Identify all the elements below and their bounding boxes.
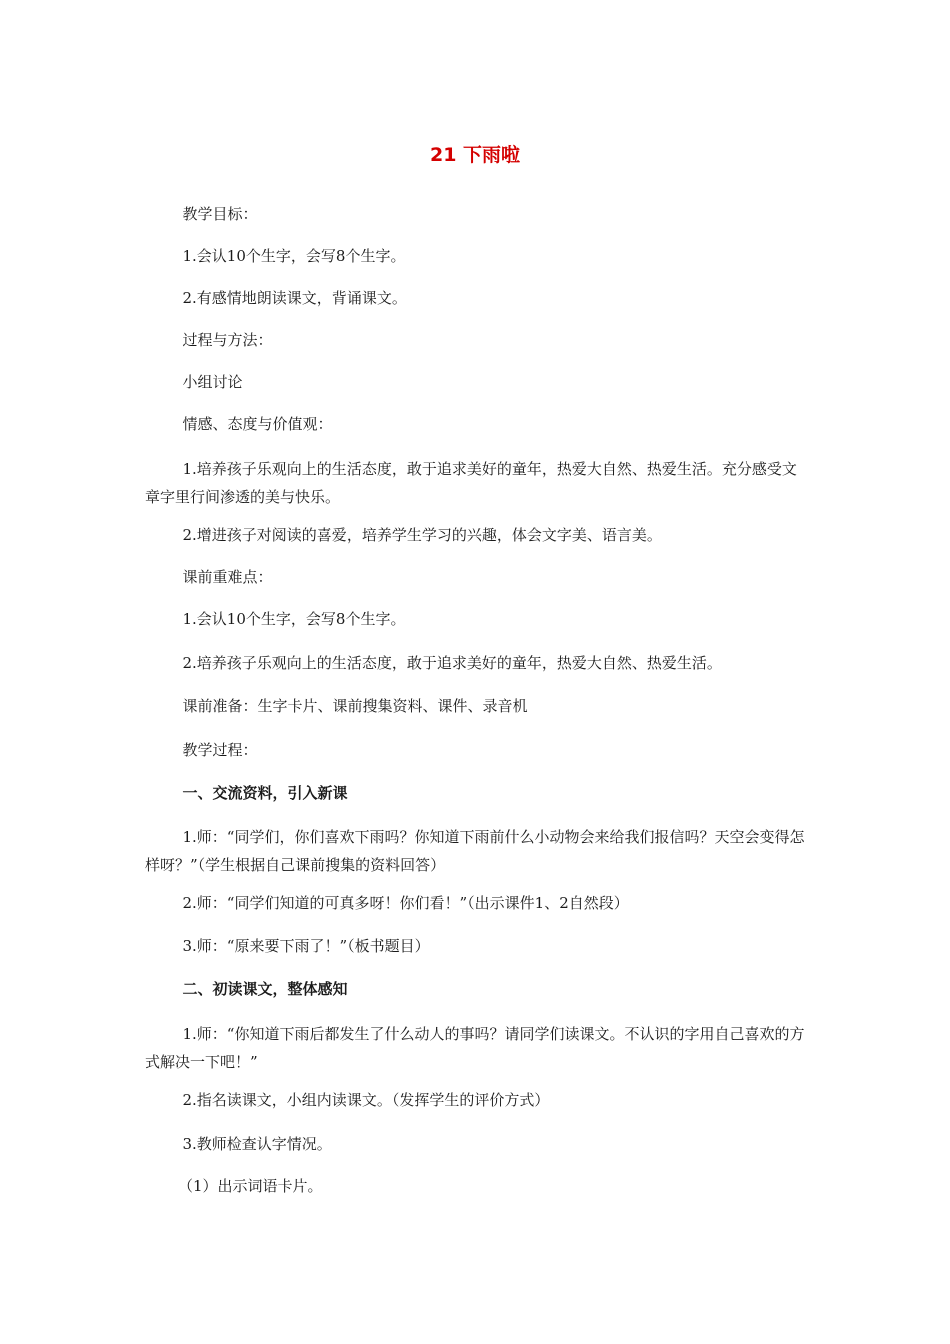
paragraph-step-1-2: 2.师：“同学们知道的可真多呀！你们看！”（出示课件1、2自然段） [182, 894, 629, 912]
paragraph-objective-1: 1.会认10个生字，会写8个生字。 [182, 247, 406, 265]
paragraph-preparation: 课前准备：生字卡片、课前搜集资料、课件、录音机 [182, 697, 528, 715]
document-title: 21 下雨啦 [429, 144, 521, 166]
section-heading-2: 二、初读课文，整体感知 [182, 980, 348, 998]
paragraph-step-2-1: 1.师：“你知道下雨后都发生了什么动人的事吗？请同学们读课文。不认识的字用自己喜欢的方式解决一下吧！” [145, 1025, 805, 1071]
paragraph-step-1-1: 1.师：“同学们，你们喜欢下雨吗？你知道下雨前什么小动物会来给我们报信吗？天空会变得怎样呀？”（学生根据自己课前搜集的资料回答） [145, 828, 805, 874]
paragraph-teaching-process-heading: 教学过程： [182, 741, 258, 759]
paragraph-process-method: 小组讨论 [182, 373, 243, 391]
paragraph-key-point-2: 2.培养孩子乐观向上的生活态度，敢于追求美好的童年，热爱大自然、热爱生活。 [182, 654, 722, 672]
paragraph-values-2: 2.增进孩子对阅读的喜爱，培养学生学习的兴趣，体会文字美、语言美。 [182, 526, 662, 544]
paragraph-step-2-2: 2.指名读课文，小组内读课文。（发挥学生的评价方式） [182, 1091, 550, 1109]
paragraph-step-2-3-1: （1）出示词语卡片。 [178, 1177, 323, 1195]
paragraph-values-heading: 情感、态度与价值观： [182, 415, 333, 433]
paragraph-step-1-3: 3.师：“原来要下雨了！”（板书题目） [182, 937, 430, 955]
paragraph-key-point-1: 1.会认10个生字，会写8个生字。 [182, 610, 406, 628]
paragraph-objectives-heading: 教学目标： [182, 205, 258, 223]
paragraph-process-heading: 过程与方法： [182, 331, 273, 349]
paragraph-values-1: 1.培养孩子乐观向上的生活态度，敢于追求美好的童年，热爱大自然、热爱生活。充分感受文章字里行间渗透的美与快乐。 [145, 460, 797, 506]
paragraph-key-points-heading: 课前重难点： [182, 568, 273, 586]
paragraph-step-2-3: 3.教师检查认字情况。 [182, 1135, 332, 1153]
section-heading-1: 一、交流资料，引入新课 [182, 784, 348, 802]
paragraph-objective-2: 2.有感情地朗读课文，背诵课文。 [182, 289, 407, 307]
